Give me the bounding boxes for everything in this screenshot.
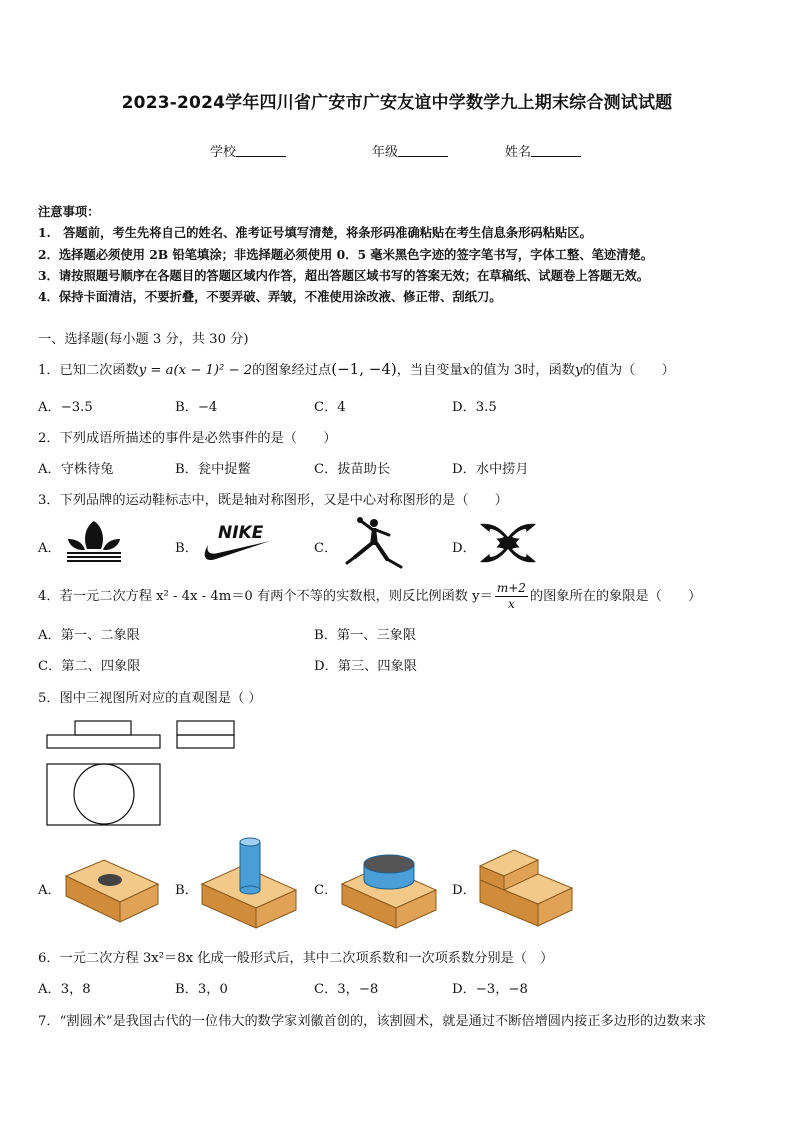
block-with-disc-figure xyxy=(340,846,440,930)
school-field[interactable] xyxy=(210,141,286,160)
q4-suffix: 的图象所在的象限是（ ） xyxy=(529,589,702,604)
question-3: 3．下列品牌的运动鞋标志中，既是轴对称图形，又是中心对称图形的是（ ） xyxy=(38,493,508,508)
q1-var-y: y xyxy=(575,363,583,378)
q1-text2: 的值为 3时，函数 xyxy=(470,363,575,378)
q6-option-c[interactable]: C．3，−8 xyxy=(314,982,379,997)
question-5: 5．图中三视图所对应的直观图是（ ） xyxy=(38,691,262,706)
q1-mid: 的图象经过点 xyxy=(252,363,332,378)
grade-blank[interactable] xyxy=(398,144,448,157)
nike-logo-text: NIKE xyxy=(218,523,264,543)
q4-option-b[interactable]: B．第一、三象限 xyxy=(314,628,417,643)
note-item: 4．保持卡面清洁，不要折叠，不要弄破、弄皱，不准使用涂改液、修正带、刮纸刀。 xyxy=(38,289,502,304)
stepped-block-figure xyxy=(478,846,578,930)
q5-option-d[interactable]: D． xyxy=(452,883,476,898)
name-field[interactable] xyxy=(505,141,581,160)
q1-prefix: 1．已知二次函数 xyxy=(38,363,139,378)
section-heading: 一、选择题(每小题 3 分，共 30 分) xyxy=(38,332,249,347)
q4-text: 4．若一元二次方程 x² - 4x - 4m＝0 有两个不等的实数根，则反比例函数 y＝ xyxy=(38,589,493,604)
q2-option-a[interactable]: A．守株待兔 xyxy=(38,462,114,477)
grade-field[interactable] xyxy=(372,141,448,160)
question-4 xyxy=(38,581,701,612)
front-view-base xyxy=(47,735,160,748)
q1-formula: y = a(x − 1)² − 2 xyxy=(138,363,253,378)
block-with-hole-figure xyxy=(64,858,160,926)
nike-logo-icon xyxy=(200,521,272,563)
name-label: 姓名 xyxy=(505,145,532,160)
front-view-top xyxy=(75,721,131,735)
q5-option-b[interactable]: B． xyxy=(175,883,198,898)
school-label: 学校 xyxy=(210,145,237,160)
q1-suffix: ，当自变量 xyxy=(396,363,463,378)
q2-option-d[interactable]: D．水中捞月 xyxy=(452,462,529,477)
q5-option-a[interactable]: A． xyxy=(38,883,61,898)
under-armour-logo-icon xyxy=(478,520,538,566)
q3-option-d[interactable]: D． xyxy=(452,541,476,556)
top-view-rect xyxy=(47,764,160,825)
adidas-logo-icon xyxy=(63,519,125,563)
q6-option-d[interactable]: D．−3，−8 xyxy=(452,982,528,997)
note-item: 2．选择题必须使用 2B 铅笔填涂；非选择题必须使用 0．5 毫米黑色字迹的签字笔书写，字体工整、笔迹清楚。 xyxy=(38,247,654,262)
notes-heading: 注意事项： xyxy=(38,204,100,219)
school-blank[interactable] xyxy=(236,144,286,157)
grade-label: 年级 xyxy=(372,145,399,160)
question-6: 6．一元二次方程 3x²＝8x 化成一般形式后，其中二次项系数和一次项系数分别是（ ） xyxy=(38,951,554,966)
q3-option-c[interactable]: C． xyxy=(314,541,338,556)
q4-fraction xyxy=(495,581,528,612)
three-views-diagram xyxy=(46,719,246,829)
question-1 xyxy=(38,359,675,378)
q1-point: (−1, −4) xyxy=(331,360,397,378)
note-item: 3．请按照题号顺序在各题目的答题区域内作答，超出答题区域书写的答案无效；在草稿纸、试题卷上答题无效。 xyxy=(38,268,650,283)
q2-option-b[interactable]: B．瓮中捉鳖 xyxy=(175,462,251,477)
block-with-cylinder-figure xyxy=(200,836,300,932)
note-item: 1. 答题前，考生先将自己的姓名、准考证号填写清楚，将条形码准确粘贴在考生信息条形码粘贴区。 xyxy=(38,225,592,240)
top-view-circle xyxy=(74,764,134,824)
q6-option-a[interactable]: A．3，8 xyxy=(38,982,91,997)
jumpman-logo-icon xyxy=(343,517,405,571)
q4-frac-den: x xyxy=(507,597,515,611)
q4-option-c[interactable]: C．第二、四象限 xyxy=(38,659,141,674)
q1-var-x: x xyxy=(462,363,471,378)
q5-option-c[interactable]: C． xyxy=(314,883,338,898)
side-view-top xyxy=(177,721,234,735)
name-blank[interactable] xyxy=(531,144,581,157)
q1-option-c[interactable]: C．4 xyxy=(314,400,346,415)
q3-option-b[interactable]: B． xyxy=(175,541,198,556)
q4-option-d[interactable]: D．第三、四象限 xyxy=(314,659,417,674)
q4-frac-num: m+2 xyxy=(496,581,526,595)
q4-option-a[interactable]: A．第一、二象限 xyxy=(38,628,140,643)
q1-option-a[interactable]: A．−3.5 xyxy=(38,400,93,415)
question-7: 7．“割圆术”是我国古代的一位伟大的数学家刘徽首创的，该割圆术，就是通过不断倍增圆内接正多边形的边数来求 xyxy=(38,1014,707,1029)
q2-option-c[interactable]: C．拔苗助长 xyxy=(314,462,391,477)
q1-option-b[interactable]: B．−4 xyxy=(175,400,218,415)
q3-option-a[interactable]: A． xyxy=(38,541,61,556)
side-view-base xyxy=(177,735,234,748)
q1-text3: 的值为（ ） xyxy=(582,363,675,378)
q6-option-b[interactable]: B．3，0 xyxy=(175,982,228,997)
q1-option-d[interactable]: D．3.5 xyxy=(452,400,497,415)
question-2: 2．下列成语所描述的事件是必然事件的是（ ） xyxy=(38,431,337,446)
page-title: 2023-2024学年四川省广安市广安友谊中学数学九上期末综合测试试题 xyxy=(121,93,673,113)
